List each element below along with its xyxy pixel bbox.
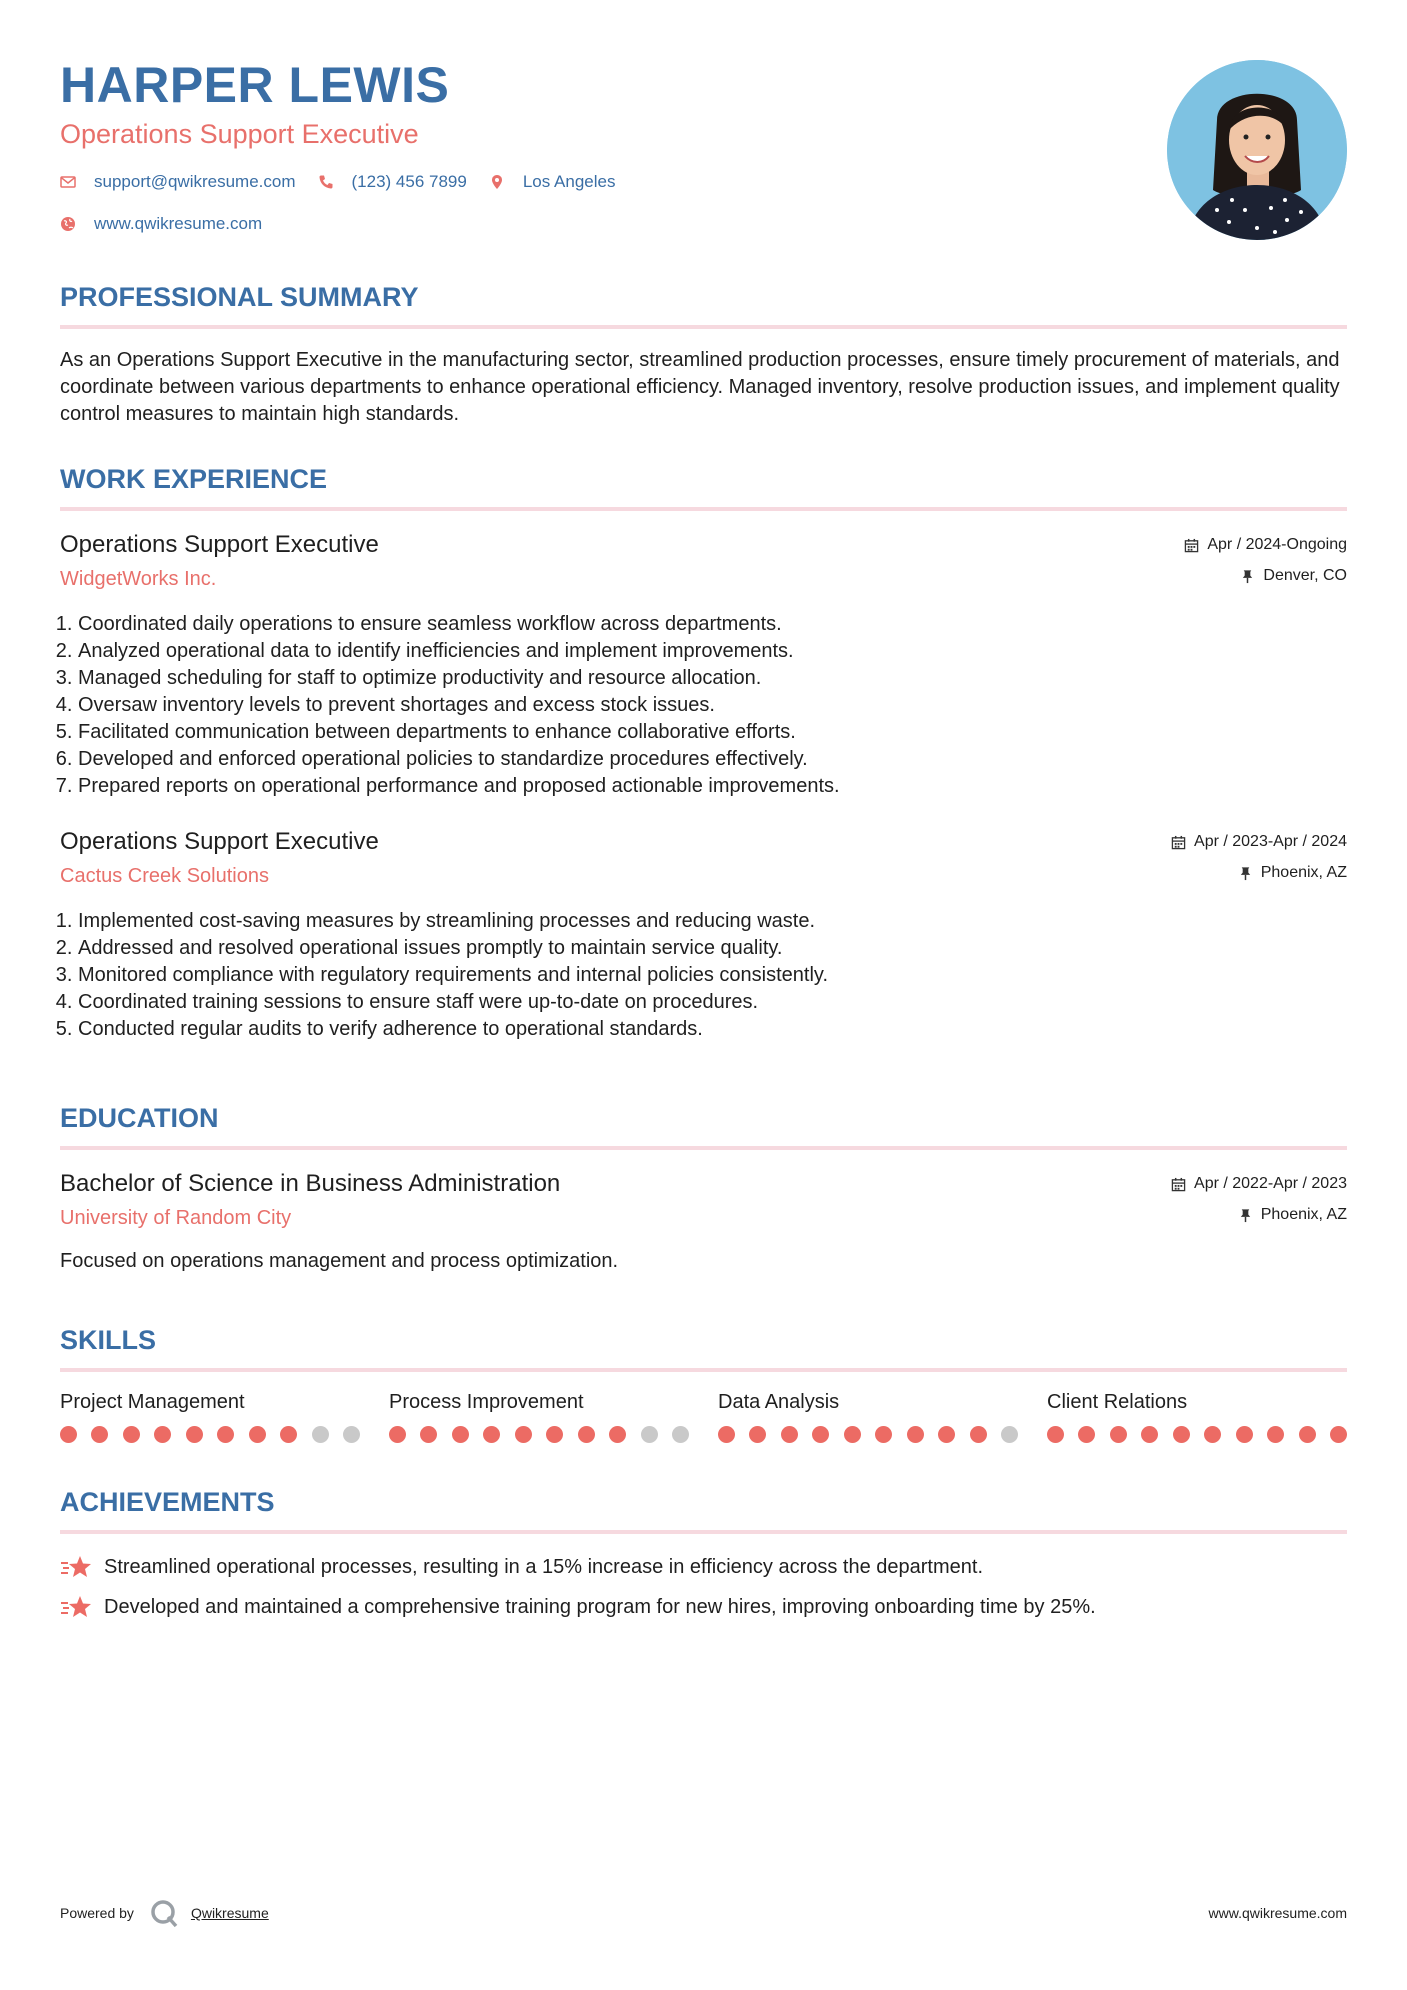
skill-dot-filled xyxy=(1078,1426,1095,1443)
contact-email[interactable] xyxy=(60,172,296,192)
skill-dot-filled xyxy=(1236,1426,1253,1443)
education-description: Focused on operations management and process optimization. xyxy=(60,1250,619,1272)
skill-dot-filled xyxy=(123,1426,140,1443)
list-item: 4. Oversaw inventory levels to prevent shortages and excess stock issues. xyxy=(78,692,1347,719)
candidate-name: HARPER LEWIS xyxy=(60,57,450,113)
contact-row-website xyxy=(60,214,284,234)
job-dates xyxy=(1184,537,1347,553)
pushpin-icon xyxy=(1238,1208,1253,1223)
education-heading: EDUCATION xyxy=(60,1103,219,1133)
skill-dot-filled xyxy=(1110,1426,1127,1443)
skill-dot-filled xyxy=(1299,1426,1316,1443)
skill-dot-filled xyxy=(812,1426,829,1443)
calendar-icon xyxy=(1184,538,1199,553)
skill-dot-filled xyxy=(718,1426,735,1443)
skill-dot-filled xyxy=(749,1426,766,1443)
education-entry xyxy=(60,1172,1347,1273)
achievements-heading: ACHIEVEMENTS xyxy=(60,1487,275,1517)
profile-photo xyxy=(1167,60,1347,240)
location-pin-icon xyxy=(489,174,505,190)
email-text: support@qwikresume.com xyxy=(94,172,296,191)
website-text: www.qwikresume.com xyxy=(94,214,263,233)
location-text: Los Angeles xyxy=(522,172,616,191)
list-item: 1. Coordinated daily operations to ensure seamless workflow across departments. xyxy=(78,611,1347,638)
skill-dot-filled xyxy=(60,1426,77,1443)
section-divider xyxy=(60,1146,1347,1150)
achievement-text: Streamlined operational processes, resulting in a 15% increase in efficiency across the department. xyxy=(104,1555,983,1578)
education-meta xyxy=(1171,1176,1347,1238)
skill-dot-filled xyxy=(483,1426,500,1443)
envelope-icon xyxy=(60,174,76,190)
skill-dot-filled xyxy=(546,1426,563,1443)
list-item: 1. Implemented cost-saving measures by streamlining processes and reducing waste. xyxy=(78,908,1347,935)
list-item: 5. Facilitated communication between departments to enhance collaborative efforts. xyxy=(78,719,1347,746)
skill-dot-filled xyxy=(875,1426,892,1443)
skill-dot-filled xyxy=(609,1426,626,1443)
job-header xyxy=(60,830,1347,900)
job-role: Operations Support Executive xyxy=(60,531,379,558)
job-dates-text: Apr / 2024-Ongoing xyxy=(1207,536,1347,553)
summary-text: As an Operations Support Executive in the manufacturing sector, streamlined production processes, ensure timely procurement of materials, and coordinate between various departments to enhance operational efficiency. Managed inventory, resolve production issues, and implement quality control measures to maintain high standards. xyxy=(60,349,1340,425)
skill-dot-filled xyxy=(420,1426,437,1443)
profile-photo-image xyxy=(1167,60,1347,240)
job-meta xyxy=(1184,537,1347,599)
star-achievement-icon xyxy=(60,1594,92,1620)
job-role: Operations Support Executive xyxy=(60,828,379,855)
achievement-item xyxy=(60,1594,1347,1620)
job-bullets xyxy=(60,908,1347,1043)
powered-by-text: Powered by xyxy=(60,1905,134,1921)
job-location-text: Denver, CO xyxy=(1263,567,1347,584)
contact-website[interactable] xyxy=(60,214,262,234)
skill-dot-filled xyxy=(154,1426,171,1443)
skill-dot-filled xyxy=(1173,1426,1190,1443)
skill-rating xyxy=(718,1426,1018,1443)
skill-dot-empty xyxy=(343,1426,360,1443)
globe-icon xyxy=(60,216,76,232)
job-dates-text: Apr / 2023-Apr / 2024 xyxy=(1194,833,1347,850)
contact-row xyxy=(60,172,637,192)
achievement-item xyxy=(60,1554,1347,1580)
skill-dot-empty xyxy=(312,1426,329,1443)
skill-dot-filled xyxy=(389,1426,406,1443)
skill-dot-filled xyxy=(217,1426,234,1443)
section-divider xyxy=(60,325,1347,329)
skill-item xyxy=(389,1392,689,1443)
skill-dot-filled xyxy=(1330,1426,1347,1443)
skill-dot-filled xyxy=(515,1426,532,1443)
skill-dot-filled xyxy=(907,1426,924,1443)
skill-name: Process Improvement xyxy=(389,1391,584,1413)
skill-dot-filled xyxy=(781,1426,798,1443)
skill-item xyxy=(60,1392,360,1443)
job-location-text: Phoenix, AZ xyxy=(1260,864,1347,881)
experience-heading: WORK EXPERIENCE xyxy=(60,464,328,494)
skill-dot-empty xyxy=(641,1426,658,1443)
candidate-title: Operations Support Executive xyxy=(60,119,419,149)
skill-name: Project Management xyxy=(60,1391,245,1413)
education-dates-text: Apr / 2022-Apr / 2023 xyxy=(1194,1175,1347,1192)
skill-dot-filled xyxy=(186,1426,203,1443)
skills-heading: SKILLS xyxy=(60,1325,157,1355)
list-item: 6. Developed and enforced operational policies to standardize procedures effectively. xyxy=(78,746,1347,773)
job-dates xyxy=(1171,834,1347,850)
job-entry xyxy=(60,830,1347,1043)
page-footer xyxy=(60,1898,1347,1928)
skill-dot-filled xyxy=(452,1426,469,1443)
school: University of Random City xyxy=(60,1207,292,1229)
summary-heading: PROFESSIONAL SUMMARY xyxy=(60,282,419,312)
skill-dot-filled xyxy=(938,1426,955,1443)
achievements-section xyxy=(60,1489,1347,1620)
pushpin-icon xyxy=(1240,569,1255,584)
list-item: 7. Prepared reports on operational performance and proposed actionable improvements. xyxy=(78,773,1347,800)
job-bullets xyxy=(60,611,1347,800)
skill-dot-empty xyxy=(1001,1426,1018,1443)
skill-dot-filled xyxy=(91,1426,108,1443)
phone-icon xyxy=(318,174,334,190)
education-dates xyxy=(1171,1176,1347,1192)
qwikresume-logo-icon xyxy=(149,1898,179,1928)
skill-name: Data Analysis xyxy=(718,1391,840,1413)
skill-dot-filled xyxy=(1047,1426,1064,1443)
experience-section xyxy=(60,466,1347,1043)
list-item: 3. Managed scheduling for staff to optimize productivity and resource allocation. xyxy=(78,665,1347,692)
footer-branding xyxy=(60,1898,269,1928)
skill-name: Client Relations xyxy=(1047,1391,1188,1413)
achievement-text: Developed and maintained a comprehensive training program for new hires, improving onboarding time by 25%. xyxy=(104,1595,1096,1618)
list-item: 5. Conducted regular audits to verify adherence to operational standards. xyxy=(78,1016,1347,1043)
contact-location xyxy=(489,172,616,192)
skills-section xyxy=(60,1327,1347,1443)
section-divider xyxy=(60,507,1347,511)
skill-dot-empty xyxy=(672,1426,689,1443)
degree: Bachelor of Science in Business Administration xyxy=(60,1170,561,1197)
calendar-icon xyxy=(1171,1177,1186,1192)
job-entry xyxy=(60,533,1347,800)
contact-phone[interactable] xyxy=(318,172,467,192)
skill-rating xyxy=(1047,1426,1347,1443)
footer-url[interactable]: www.qwikresume.com xyxy=(1208,1905,1347,1921)
skill-dot-filled xyxy=(280,1426,297,1443)
list-item: 2. Analyzed operational data to identify inefficiencies and implement improvements. xyxy=(78,638,1347,665)
education-header xyxy=(60,1172,1347,1242)
skill-dot-filled xyxy=(1141,1426,1158,1443)
phone-text: (123) 456 7899 xyxy=(351,172,467,191)
skills-grid xyxy=(60,1392,1347,1443)
calendar-icon xyxy=(1171,835,1186,850)
job-company: WidgetWorks Inc. xyxy=(60,568,217,590)
pushpin-icon xyxy=(1238,866,1253,881)
skill-dot-filled xyxy=(844,1426,861,1443)
section-divider xyxy=(60,1530,1347,1534)
skill-dot-filled xyxy=(1204,1426,1221,1443)
education-location-text: Phoenix, AZ xyxy=(1260,1206,1347,1223)
job-company: Cactus Creek Solutions xyxy=(60,865,269,887)
list-item: 3. Monitored compliance with regulatory requirements and internal policies consistently. xyxy=(78,962,1347,989)
job-header xyxy=(60,533,1347,603)
skill-rating xyxy=(389,1426,689,1443)
list-item: 2. Addressed and resolved operational issues promptly to maintain service quality. xyxy=(78,935,1347,962)
job-location xyxy=(1184,568,1347,584)
skill-dot-filled xyxy=(970,1426,987,1443)
skill-dot-filled xyxy=(1267,1426,1284,1443)
job-location xyxy=(1171,865,1347,881)
skill-dot-filled xyxy=(249,1426,266,1443)
resume-header xyxy=(60,0,1347,250)
skill-item xyxy=(1047,1392,1347,1443)
education-section xyxy=(60,1105,1347,1273)
list-item: 4. Coordinated training sessions to ensure staff were up-to-date on procedures. xyxy=(78,989,1347,1016)
skill-dot-filled xyxy=(578,1426,595,1443)
skill-item xyxy=(718,1392,1018,1443)
skill-rating xyxy=(60,1426,360,1443)
job-meta xyxy=(1171,834,1347,896)
summary-section xyxy=(60,284,1347,428)
star-achievement-icon xyxy=(60,1554,92,1580)
section-divider xyxy=(60,1368,1347,1372)
education-location xyxy=(1171,1207,1347,1223)
brand-link[interactable]: Qwikresume xyxy=(190,1905,269,1921)
